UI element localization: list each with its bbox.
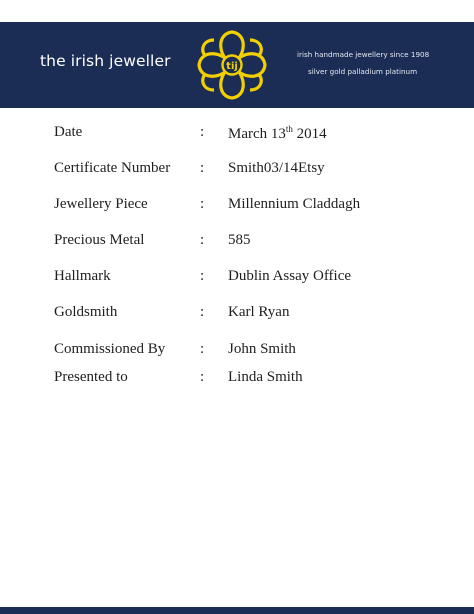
precious-metal-row [0, 232, 474, 254]
goldsmith-row [0, 304, 474, 326]
celtic-knot-logo-icon [192, 26, 272, 104]
separator: : [200, 369, 205, 385]
logo-initials: tij [226, 61, 238, 72]
separator: : [200, 124, 205, 140]
certificate-number-value: Smith03/14Etsy [228, 160, 325, 176]
certificate-number-label: Certificate Number [54, 160, 171, 176]
letterhead-banner [0, 22, 474, 108]
hallmark-row [0, 268, 474, 290]
jewellery-piece-row [0, 196, 474, 218]
presented-to-value: Linda Smith [228, 369, 303, 385]
brand-name: the irish jeweller [40, 52, 171, 70]
jewellery-piece-value: Millennium Claddagh [228, 196, 361, 212]
commissioned-by-row [0, 341, 474, 363]
date-value: March 13th 2014 [228, 124, 327, 142]
presented-to-label: Presented to [54, 369, 128, 385]
tagline-metals: silver gold palladium platinum [308, 67, 418, 76]
goldsmith-value: Karl Ryan [228, 304, 290, 320]
separator: : [200, 196, 205, 212]
hallmark-label: Hallmark [54, 268, 111, 284]
date-row [0, 124, 474, 146]
certificate-number-row [0, 160, 474, 182]
separator: : [200, 341, 205, 357]
precious-metal-label: Precious Metal [54, 232, 145, 248]
separator: : [200, 160, 205, 176]
goldsmith-label: Goldsmith [54, 304, 118, 320]
separator: : [200, 232, 205, 248]
jewellery-piece-label: Jewellery Piece [54, 196, 148, 212]
separator: : [200, 268, 205, 284]
footer-band [0, 607, 474, 614]
precious-metal-value: 585 [228, 232, 251, 248]
commissioned-by-value: John Smith [228, 341, 296, 357]
tagline-heritage: irish handmade jewellery since 1908 [297, 50, 430, 59]
separator: : [200, 304, 205, 320]
date-label: Date [54, 124, 83, 140]
presented-to-row [0, 369, 474, 391]
commissioned-by-label: Commissioned By [54, 341, 166, 357]
hallmark-value: Dublin Assay Office [228, 268, 352, 284]
